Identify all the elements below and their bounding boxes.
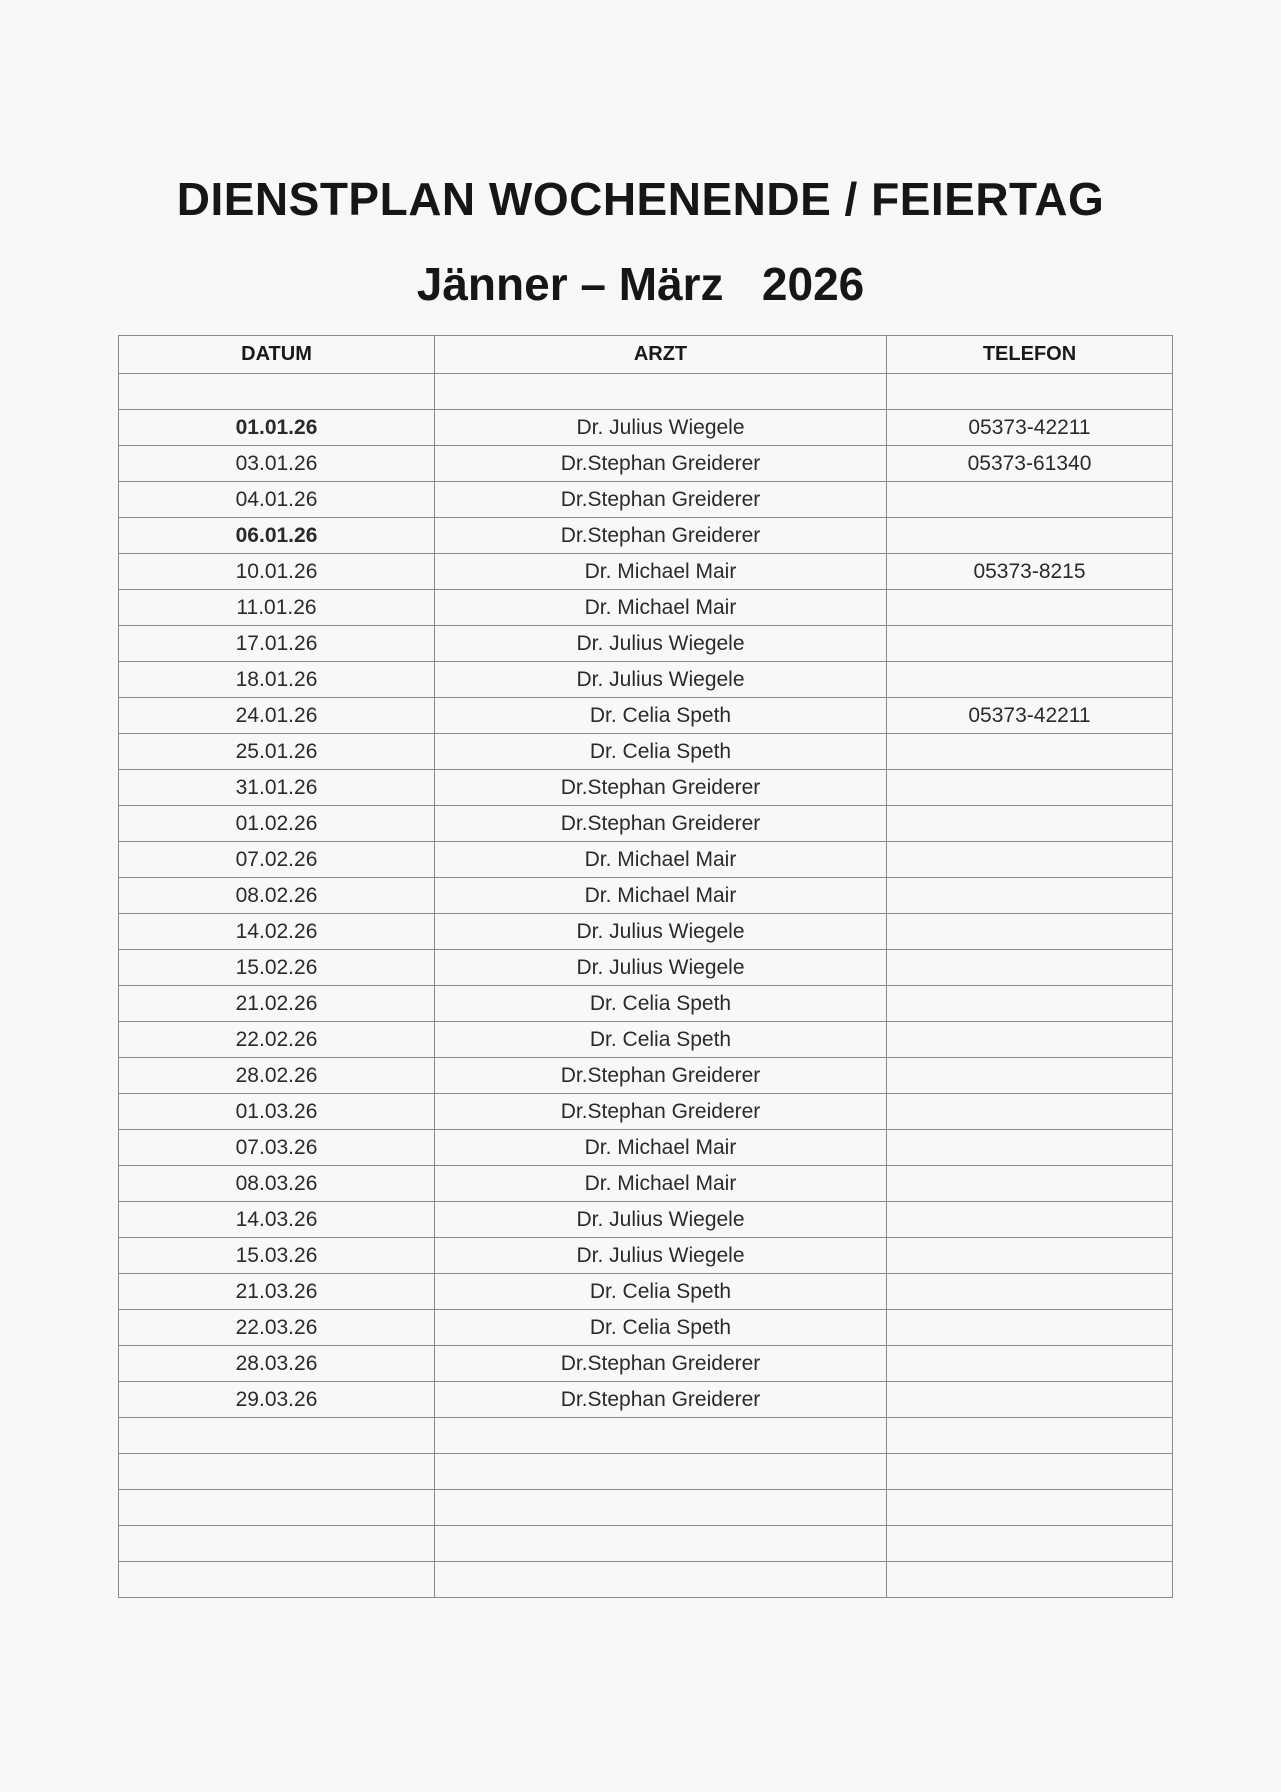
table-row [119, 1130, 1173, 1166]
doctor-cell: Dr.Stephan Greiderer [435, 518, 887, 554]
phone-cell [887, 950, 1173, 986]
table-row [119, 1238, 1173, 1274]
doctor-cell: Dr. Michael Mair [435, 1166, 887, 1202]
doctor-cell: Dr. Michael Mair [435, 590, 887, 626]
doctor-cell: Dr.Stephan Greiderer [435, 446, 887, 482]
table-row [119, 554, 1173, 590]
table-row [119, 1094, 1173, 1130]
table-row [119, 1526, 1173, 1562]
doctor-cell: Dr. Michael Mair [435, 878, 887, 914]
table-row [119, 1490, 1173, 1526]
doctor-cell: Dr.Stephan Greiderer [435, 1382, 887, 1418]
doctor-cell: Dr.Stephan Greiderer [435, 770, 887, 806]
table-row [119, 1310, 1173, 1346]
date-cell: 07.02.26 [119, 842, 435, 878]
document-title: DIENSTPLAN WOCHENENDE / FEIERTAG [176, 173, 1105, 225]
phone-cell [887, 1490, 1173, 1526]
table-row [119, 374, 1173, 410]
doctor-cell: Dr. Celia Speth [435, 1022, 887, 1058]
date-cell [119, 1490, 435, 1526]
date-cell: 18.01.26 [119, 662, 435, 698]
phone-cell [887, 1562, 1173, 1598]
table-body [119, 374, 1173, 1598]
date-cell: 14.02.26 [119, 914, 435, 950]
header-arzt: ARZT [435, 336, 887, 374]
phone-cell [887, 1166, 1173, 1202]
table-row [119, 482, 1173, 518]
phone-cell [887, 662, 1173, 698]
doctor-cell [435, 374, 887, 410]
table-row [119, 1562, 1173, 1598]
header-telefon: TELEFON [887, 336, 1173, 374]
table-row [119, 1058, 1173, 1094]
date-cell: 24.01.26 [119, 698, 435, 734]
doctor-cell: Dr. Celia Speth [435, 698, 887, 734]
doctor-cell: Dr. Michael Mair [435, 554, 887, 590]
doctor-cell: Dr. Julius Wiegele [435, 1238, 887, 1274]
doctor-cell: Dr. Julius Wiegele [435, 626, 887, 662]
doctor-cell [435, 1562, 887, 1598]
doctor-cell: Dr. Julius Wiegele [435, 662, 887, 698]
doctor-cell: Dr.Stephan Greiderer [435, 1346, 887, 1382]
table-row [119, 518, 1173, 554]
date-cell: 25.01.26 [119, 734, 435, 770]
phone-cell [887, 1274, 1173, 1310]
date-cell: 22.03.26 [119, 1310, 435, 1346]
table-row [119, 626, 1173, 662]
phone-cell: 05373-42211 [887, 698, 1173, 734]
date-cell: 01.02.26 [119, 806, 435, 842]
phone-cell: 05373-61340 [887, 446, 1173, 482]
table-row [119, 662, 1173, 698]
doctor-cell: Dr. Michael Mair [435, 1130, 887, 1166]
doctor-cell [435, 1490, 887, 1526]
date-cell: 11.01.26 [119, 590, 435, 626]
table-row [119, 734, 1173, 770]
doctor-cell: Dr.Stephan Greiderer [435, 806, 887, 842]
date-cell: 01.03.26 [119, 1094, 435, 1130]
date-cell: 10.01.26 [119, 554, 435, 590]
phone-cell [887, 806, 1173, 842]
phone-cell [887, 1346, 1173, 1382]
phone-cell [887, 878, 1173, 914]
date-cell [119, 1526, 435, 1562]
table-row [119, 914, 1173, 950]
phone-cell [887, 1022, 1173, 1058]
doctor-cell [435, 1418, 887, 1454]
phone-cell [887, 590, 1173, 626]
doctor-cell: Dr. Michael Mair [435, 842, 887, 878]
table-row [119, 1022, 1173, 1058]
table-row [119, 806, 1173, 842]
phone-cell [887, 1418, 1173, 1454]
table-row [119, 590, 1173, 626]
table-row [119, 1274, 1173, 1310]
table-row [119, 1454, 1173, 1490]
duty-roster-table [118, 335, 1173, 1598]
date-cell: 21.03.26 [119, 1274, 435, 1310]
table-row [119, 950, 1173, 986]
date-cell: 15.02.26 [119, 950, 435, 986]
doctor-cell: Dr. Julius Wiegele [435, 914, 887, 950]
header-datum: DATUM [119, 336, 435, 374]
date-cell [119, 374, 435, 410]
phone-cell [887, 734, 1173, 770]
phone-cell [887, 1382, 1173, 1418]
phone-cell [887, 1310, 1173, 1346]
date-cell: 15.03.26 [119, 1238, 435, 1274]
table-row [119, 1202, 1173, 1238]
date-cell: 28.02.26 [119, 1058, 435, 1094]
date-cell: 17.01.26 [119, 626, 435, 662]
doctor-cell: Dr. Julius Wiegele [435, 950, 887, 986]
doctor-cell: Dr. Celia Speth [435, 986, 887, 1022]
phone-cell [887, 374, 1173, 410]
phone-cell [887, 626, 1173, 662]
date-cell: 03.01.26 [119, 446, 435, 482]
phone-cell [887, 1202, 1173, 1238]
doctor-cell [435, 1454, 887, 1490]
phone-cell [887, 1130, 1173, 1166]
table-row [119, 410, 1173, 446]
doctor-cell: Dr. Celia Speth [435, 734, 887, 770]
date-cell: 01.01.26 [119, 410, 435, 446]
doctor-cell: Dr. Julius Wiegele [435, 1202, 887, 1238]
phone-cell: 05373-8215 [887, 554, 1173, 590]
phone-cell [887, 1058, 1173, 1094]
table-row [119, 698, 1173, 734]
doctor-cell [435, 1526, 887, 1562]
phone-cell [887, 986, 1173, 1022]
doctor-cell: Dr. Celia Speth [435, 1274, 887, 1310]
phone-cell [887, 1238, 1173, 1274]
date-cell [119, 1418, 435, 1454]
date-cell: 08.02.26 [119, 878, 435, 914]
table-row [119, 986, 1173, 1022]
date-cell: 21.02.26 [119, 986, 435, 1022]
table-row [119, 1346, 1173, 1382]
table-row [119, 842, 1173, 878]
phone-cell: 05373-42211 [887, 410, 1173, 446]
phone-cell [887, 1454, 1173, 1490]
table-row [119, 1382, 1173, 1418]
doctor-cell: Dr.Stephan Greiderer [435, 482, 887, 518]
doctor-cell: Dr. Julius Wiegele [435, 410, 887, 446]
phone-cell [887, 770, 1173, 806]
date-cell: 04.01.26 [119, 482, 435, 518]
table-row [119, 1166, 1173, 1202]
date-cell [119, 1562, 435, 1598]
phone-cell [887, 1094, 1173, 1130]
phone-cell [887, 914, 1173, 950]
table-row [119, 1418, 1173, 1454]
date-cell: 14.03.26 [119, 1202, 435, 1238]
date-cell: 28.03.26 [119, 1346, 435, 1382]
date-cell: 29.03.26 [119, 1382, 435, 1418]
table-row [119, 878, 1173, 914]
phone-cell [887, 1526, 1173, 1562]
phone-cell [887, 518, 1173, 554]
doctor-cell: Dr.Stephan Greiderer [435, 1094, 887, 1130]
doctor-cell: Dr. Celia Speth [435, 1310, 887, 1346]
table-header-row [119, 336, 1173, 374]
date-cell: 07.03.26 [119, 1130, 435, 1166]
phone-cell [887, 842, 1173, 878]
date-cell: 06.01.26 [119, 518, 435, 554]
document-subtitle: Jänner – März 2026 [416, 258, 865, 310]
table-row [119, 770, 1173, 806]
phone-cell [887, 482, 1173, 518]
date-cell: 22.02.26 [119, 1022, 435, 1058]
date-cell: 08.03.26 [119, 1166, 435, 1202]
doctor-cell: Dr.Stephan Greiderer [435, 1058, 887, 1094]
date-cell: 31.01.26 [119, 770, 435, 806]
date-cell [119, 1454, 435, 1490]
table-row [119, 446, 1173, 482]
